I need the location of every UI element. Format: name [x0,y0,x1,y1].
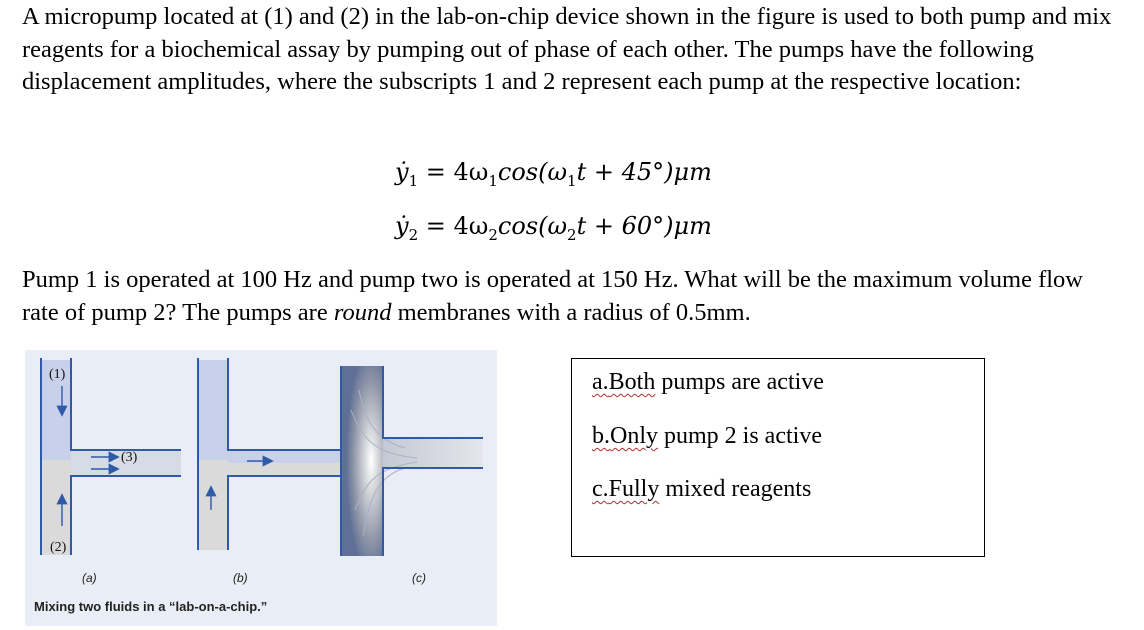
lab-on-chip-figure [25,350,497,626]
eq2-lhs-sub: 2 [408,225,419,244]
eq2-coef-sub: 2 [488,225,498,244]
figure-caption: Mixing two fluids in a “lab-on-a-chip.” [34,599,268,614]
option-a-letter: a. [592,369,609,395]
eq2-unit: μm [673,212,712,240]
question-body [22,264,1122,329]
panel-c-outlet-fluid [383,438,483,468]
panel-c [341,366,483,556]
option-b-rest: pump 2 is active [658,423,822,449]
option-b-letter: b. [592,423,610,449]
eq2-lhs: ẏ [395,212,409,240]
label-outlet-3: (3) [121,450,138,465]
option-a-rest: pumps are active [655,369,824,395]
panel-a [41,358,181,555]
eq1-arg-sub: 1 [567,171,577,190]
option-a-word: Both [608,369,656,395]
subcaption-c: (c) [412,571,426,585]
option-b[interactable] [592,423,822,450]
subcaption-a: (a) [82,571,97,585]
question-intro: A micropump located at (1) and (2) in the lab-on-chip device shown in the figure is used to both pump and mix reagents for a biochemical assay by pumping out of phase of each other. The pumps have the following displacement amplitudes, where the subscripts 1 and 2 represent each pump at the respective location: [22,3,1112,95]
eq1-lhs: ẏ [395,158,409,186]
option-c-word: Fully [608,476,660,502]
label-pump-2: (2) [50,540,67,555]
body-emphasis: round [333,298,392,326]
option-c-rest: mixed reagents [659,476,812,502]
body-text-2: membranes with a radius of 0.5mm. [391,298,751,326]
panel-b [198,358,346,550]
option-a[interactable] [592,369,824,396]
eq2-func: cos(ω [497,212,568,240]
label-pump-1: (1) [49,367,66,382]
option-c[interactable] [592,476,811,503]
option-c-letter: c. [592,476,609,502]
eq1-coef-sub: 1 [488,171,498,190]
eq2-coef: 4ω [453,212,489,240]
eq1-func: cos(ω [497,158,568,186]
panel-c-mixed-fluid [341,366,383,556]
option-b-word: Only [610,423,658,449]
eq1-coef: 4ω [453,158,489,186]
equation-pump-1: ẏ$_1$ = $4\omega_1\cos(\omega_1t + 45^\circ)\mu m$ [395,158,712,190]
eq1-arg: t + 45°) [576,158,674,186]
body-text-1: Pump 1 is operated at 100 Hz and pump two is operated at 150 Hz. What will be the maximum volume flow rate of pump 2? The pumps are [22,266,1084,326]
eq2-arg-sub: 2 [567,225,577,244]
panel-b-lower-fluid [198,460,228,550]
subcaption-b: (b) [233,571,248,585]
eq2-arg: t + 60°) [576,212,674,240]
equation-pump-2: ẏ$_2$ = $4\omega_2\cos(\omega_2t + 60^\circ)\mu m$ [395,212,712,244]
eq1-lhs-sub: 1 [408,171,419,190]
answer-options-box [571,358,985,557]
eq1-unit: μm [673,158,712,186]
